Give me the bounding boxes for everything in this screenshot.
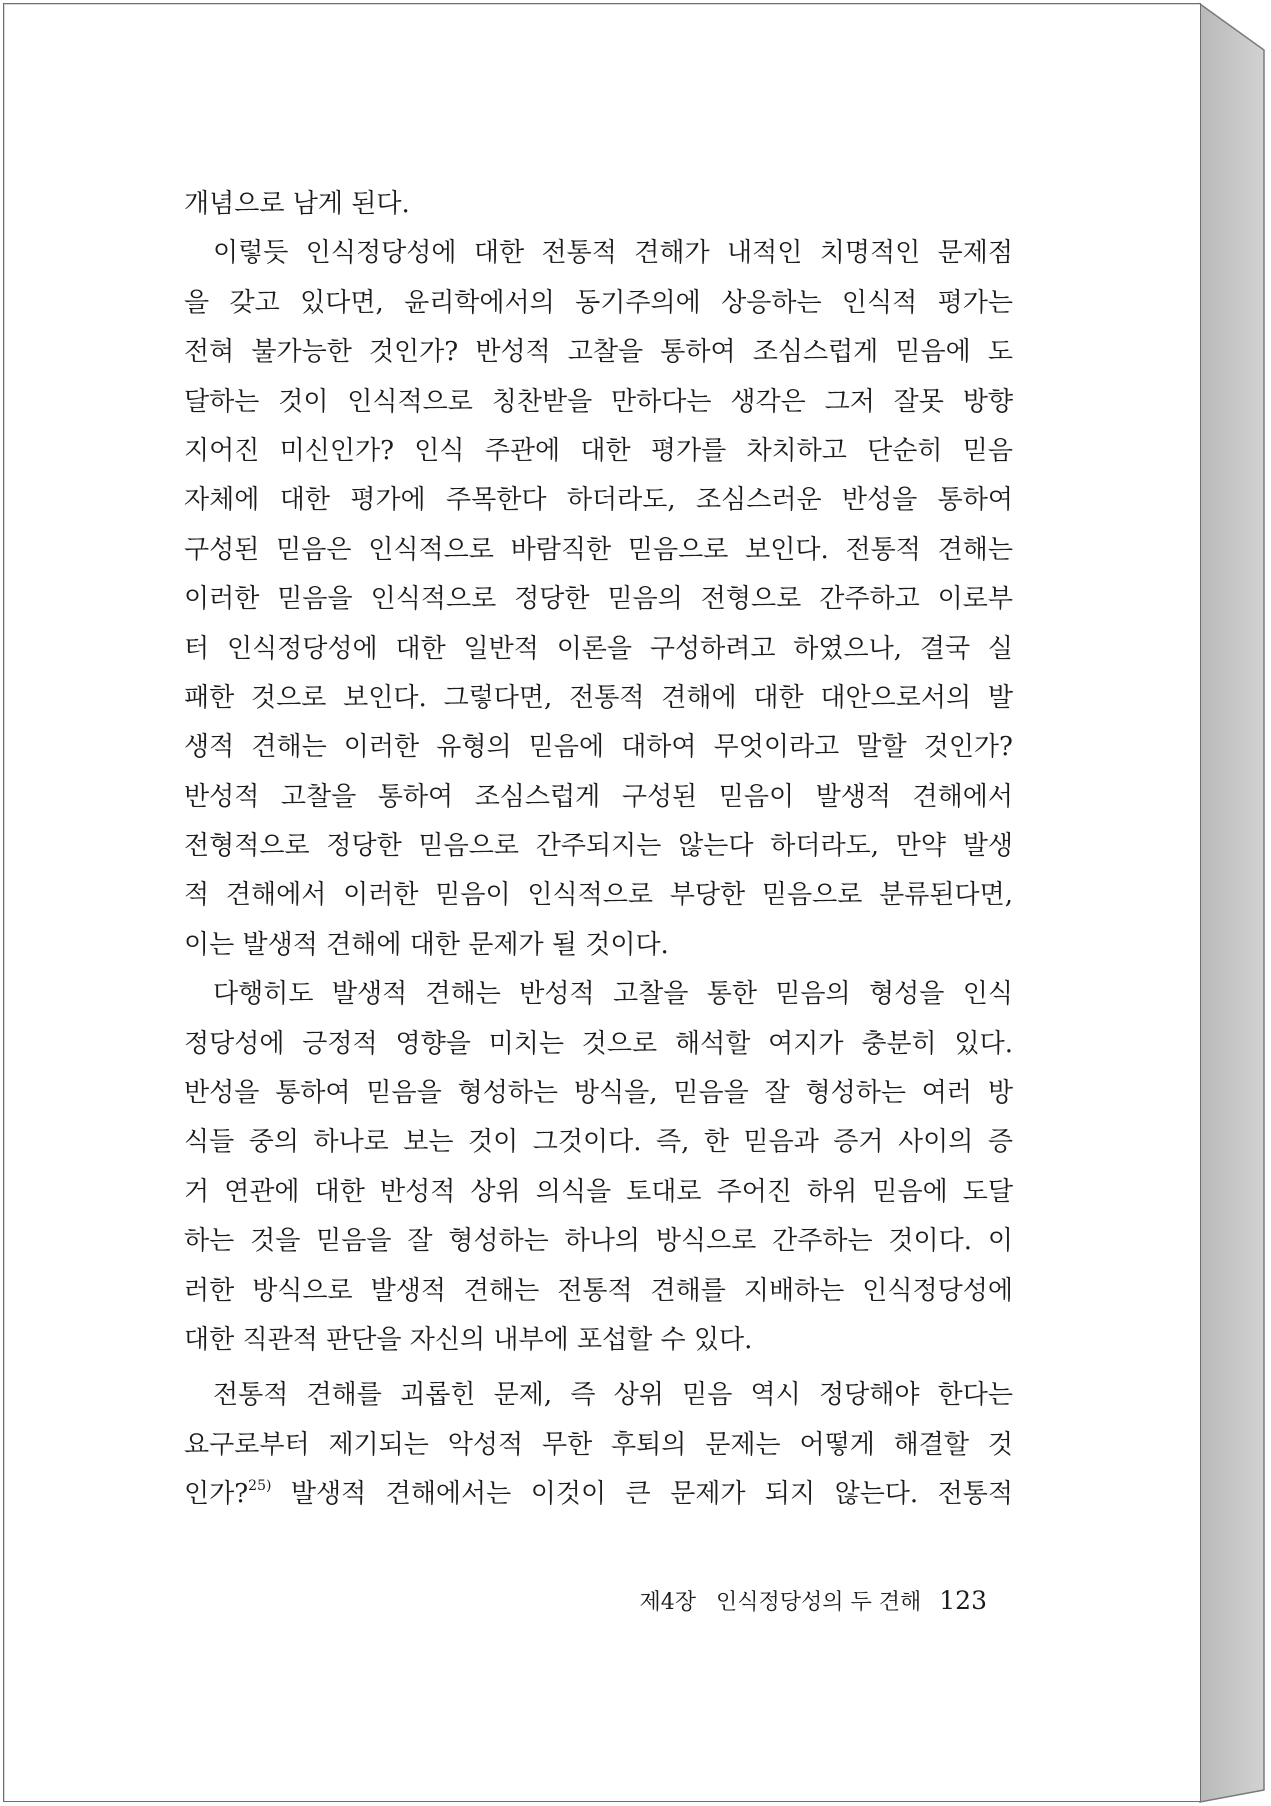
chapter-title: 인식정당성의 두 견해 — [716, 1590, 922, 1615]
text-line: 이렇듯 인식정당성에 대한 전통적 견해가 내적인 치명적인 문제점 — [213, 238, 1013, 269]
paragraph — [184, 1371, 1013, 1519]
chapter-label: 제4장 — [639, 1590, 697, 1615]
text-line: 생적 견해는 이러한 유형의 믿음에 대하여 무엇이라고 말할 것인가? — [184, 732, 1013, 763]
text-line: 러한 방식으로 발생적 견해는 전통적 견해를 지배하는 인식정당성에 — [184, 1275, 1013, 1306]
text-line: 자체에 대한 평가에 주목한다 하더라도, 조심스러운 반성을 통하여 — [184, 485, 1013, 516]
paragraph — [184, 229, 1013, 970]
text-line: 다행히도 발생적 견해는 반성적 고찰을 통한 믿음의 형성을 인식 — [213, 979, 1013, 1010]
text-line: 달하는 것이 인식적으로 칭찬받을 만하다는 생각은 그저 잘못 방향 — [184, 386, 1013, 417]
text-line: 이는 발생적 견해에 대한 문제가 될 것이다. — [184, 929, 669, 960]
text-line: 식들 중의 하나로 보는 것이 그것이다. 즉, 한 믿음과 증거 사이의 증 — [184, 1127, 1013, 1158]
text-line: 요구로부터 제기되는 악성적 무한 후퇴의 문제는 어떻게 해결할 것 — [184, 1429, 1013, 1460]
text-segment: 인가? — [184, 1479, 249, 1510]
text-line: 전혀 불가능한 것인가? 반성적 고찰을 통하여 조심스럽게 믿음에 도 — [184, 337, 1013, 368]
text-line: 구성된 믿음은 인식적으로 바람직한 믿음으로 보인다. 전통적 견해는 — [184, 534, 1013, 565]
text-line: 개념으로 남게 된다. — [184, 189, 410, 219]
text-line: 전통적 견해를 괴롭힌 문제, 즉 상위 믿음 역시 정당해야 한다는 — [213, 1380, 1013, 1411]
text-line: 이러한 믿음을 인식적으로 정당한 믿음의 전형으로 간주하고 이로부 — [184, 584, 1013, 615]
text-line: 패한 것으로 보인다. 그렇다면, 전통적 견해에 대한 대안으로서의 발 — [184, 682, 1013, 713]
text-line: 을 갖고 있다면, 윤리학에서의 동기주의에 상응하는 인식적 평가는 — [184, 287, 1013, 318]
text-line: 거 연관에 대한 반성적 상위 의식을 토대로 주어진 하위 믿음에 도달 — [184, 1176, 1013, 1207]
text-line: 하는 것을 믿음을 잘 형성하는 하나의 방식으로 간주하는 것이다. 이 — [184, 1226, 1013, 1257]
text-line: 반성적 고찰을 통하여 조심스럽게 구성된 믿음이 발생적 견해에서 — [184, 781, 1013, 812]
text-line: 터 인식정당성에 대한 일반적 이론을 구성하려고 하였으나, 결국 실 — [184, 633, 1013, 664]
text-segment: 발생적 견해에서는 이것이 큰 문제가 되지 않는다. 전통적 — [271, 1479, 1013, 1510]
text-line: 반성을 통하여 믿음을 형성하는 방식을, 믿음을 잘 형성하는 여러 방 — [184, 1078, 1013, 1109]
text-line: 지어진 미신인가? 인식 주관에 대한 평가를 차치하고 단순히 믿음 — [184, 435, 1013, 466]
text-line: 적 견해에서 이러한 믿음이 인식적으로 부당한 믿음으로 분류된다면, — [184, 880, 1013, 911]
footnote-reference: 25) — [248, 1478, 272, 1495]
text-line: 전형적으로 정당한 믿음으로 간주되지는 않는다 하더라도, 만약 발생 — [184, 831, 1013, 862]
running-footer — [560, 1584, 987, 1618]
paragraph — [184, 180, 1013, 229]
text-line: 정당성에 긍정적 영향을 미치는 것으로 해석할 여지가 충분히 있다. — [184, 1028, 1013, 1059]
paragraph — [184, 970, 1013, 1365]
page-number: 123 — [939, 1586, 987, 1615]
text-line-with-footnote — [184, 1470, 1013, 1519]
text-line: 대한 직관적 판단을 자신의 내부에 포섭할 수 있다. — [184, 1324, 753, 1355]
body-text — [184, 180, 1013, 1520]
